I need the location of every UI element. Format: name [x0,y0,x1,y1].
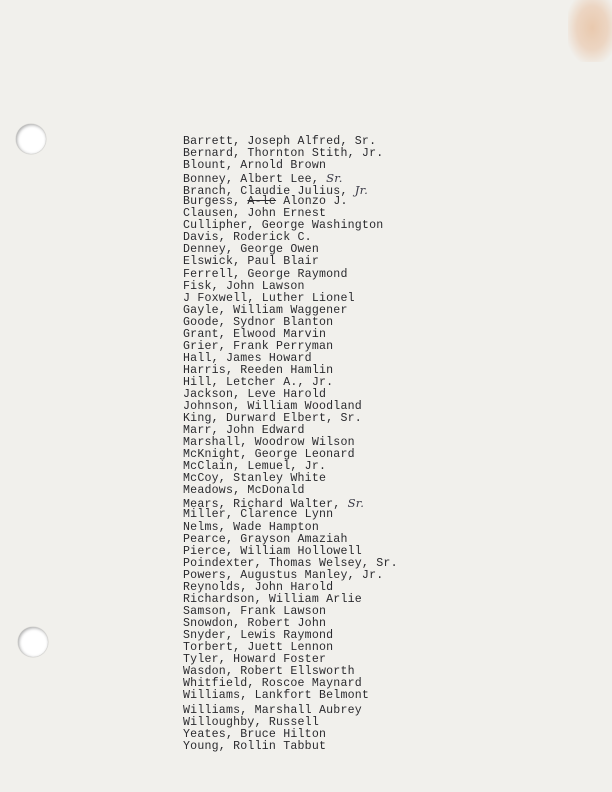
punch-hole-bottom [18,627,48,657]
name-entry: Bonney, Albert Lee, Sr. [183,171,343,187]
name-entry: King, Durward Elbert, Sr. [183,412,362,426]
name-entry: Barrett, Joseph Alfred, Sr. [183,135,377,148]
name-entry: Goode, Sydnor Blanton [183,315,334,329]
name-entry: Bernard, Thornton Stith, Jr. [183,147,384,161]
name-entry: Torbert, Juett Lennon [183,640,334,654]
name-entry: Samson, Frank Lawson [183,604,327,618]
name-entry: Meadows, McDonald [183,484,305,498]
name-entry: Grant, Elwood Marvin [183,327,327,341]
name-entry: Elswick, Paul Blair [183,255,319,269]
name-entry: McKnight, George Leonard [183,448,355,462]
punch-hole-top [16,124,46,154]
name-entry: Williams, Lankfort Belmont [183,689,370,703]
name-entry: McCoy, Stanley White [183,472,327,486]
name-entry: Pierce, William Hollowell [183,544,362,558]
name-entry: Pearce, Grayson Amaziah [183,532,348,546]
name-entry: Grier, Frank Perryman [183,339,334,353]
name-entry: Hill, Letcher A., Jr. [183,375,334,389]
name-entry: Blount, Arnold Brown [183,159,327,173]
name-entry: Ferrell, George Raymond [183,267,348,281]
name-entry: Fisk, John Lawson [183,279,305,293]
name-entry: Young, Rollin Tabbut [183,740,327,754]
name-entry: Marshall, Woodrow Wilson [183,436,355,450]
name-list [183,136,398,753]
name-entry: Snyder, Lewis Raymond [183,628,334,642]
name-entry: Burgess, A-le Alonzo J. [183,195,348,209]
name-entry: Williams, Marshall Aubrey [183,704,362,718]
handwritten-suffix: Sr. [326,171,343,186]
name-entry: Tyler, Howard Foster [183,653,327,667]
name-entry: Poindexter, Thomas Welsey, Sr. [183,556,398,570]
name-entry: Cullipher, George Washington [183,219,384,233]
name-entry: Jackson, Leve Harold [183,387,327,401]
name-entry: Yeates, Bruce Hilton [183,728,327,742]
name-entry: Hall, James Howard [183,351,312,365]
name-entry: Marr, John Edward [183,424,305,438]
name-entry: Wasdon, Robert Ellsworth [183,665,355,679]
name-entry: McClain, Lemuel, Jr. [183,460,327,474]
name-entry: Richardson, William Arlie [183,592,362,606]
name-entry: Denney, George Owen [183,243,319,257]
name-entry: Branch, Claudie Julius, Jr. [183,183,368,199]
name-entry: J Foxwell, Luther Lionel [183,291,355,305]
name-entry: Miller, Clarence Lynn [183,508,334,522]
name-entry: Davis, Roderick C. [183,231,312,245]
name-entry: Whitfield, Roscoe Maynard [183,677,362,691]
handwritten-suffix: Jr. [354,183,368,198]
name-entry: Clausen, John Ernest [183,207,327,221]
paper-stain [568,0,612,62]
name-entry: Powers, Augustus Manley, Jr. [183,568,384,582]
struck-text: A-le [247,195,277,209]
name-entry: Harris, Reeden Hamlin [183,363,334,377]
name-entry: Mears, Richard Walter, Sr. [183,496,365,512]
name-entry: Willoughby, Russell [183,716,319,730]
name-entry: Snowdon, Robert John [183,616,327,630]
name-entry: Nelms, Wade Hampton [183,520,319,534]
name-entry: Johnson, William Woodland [183,400,362,414]
name-entry: Gayle, William Waggener [183,303,348,317]
handwritten-suffix: Sr. [347,496,365,511]
name-entry: Reynolds, John Harold [183,580,334,594]
